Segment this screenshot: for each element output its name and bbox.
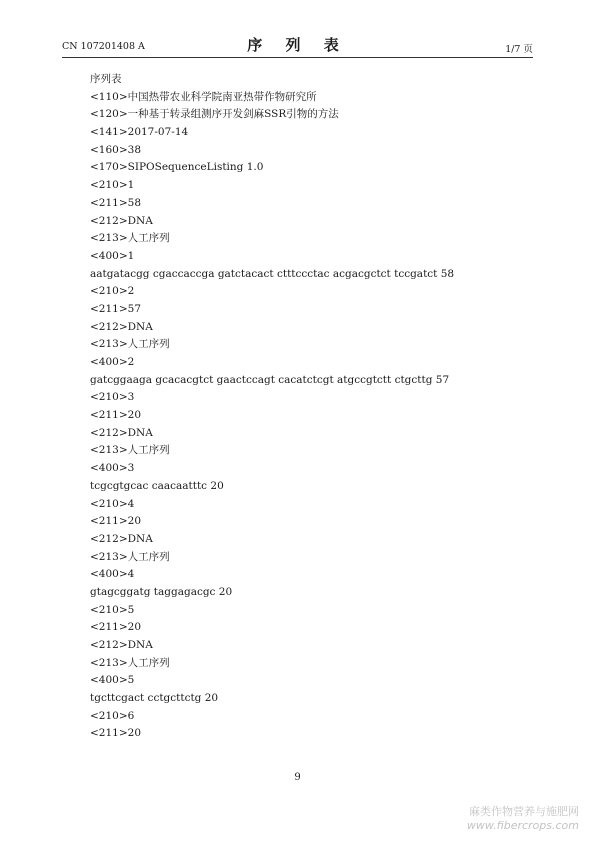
sequence-line: <212>DNA bbox=[90, 214, 153, 227]
sequence-line: <213>人工序列 bbox=[90, 338, 170, 351]
header-divider bbox=[62, 57, 533, 58]
page-header bbox=[62, 34, 533, 56]
sequence-listing bbox=[90, 71, 550, 743]
sequence-line: <400>5 bbox=[90, 674, 135, 687]
sequence-line: <210>4 bbox=[90, 497, 135, 510]
page-title: 序 列 表 bbox=[247, 36, 348, 54]
sequence-line: <211>20 bbox=[90, 727, 141, 740]
sequence-line: <211>57 bbox=[90, 302, 141, 315]
sequence-line: <120>一种基于转录组测序开发剑麻SSR引物的方法 bbox=[90, 108, 339, 121]
sequence-line: <210>2 bbox=[90, 285, 135, 298]
sequence-line: <170>SIPOSequenceListing 1.0 bbox=[90, 161, 264, 174]
page-number: 9 bbox=[294, 772, 301, 783]
sequence-line: <210>3 bbox=[90, 391, 135, 404]
sequence-line: <213>人工序列 bbox=[90, 444, 170, 457]
sequence-line: <400>4 bbox=[90, 568, 135, 581]
page-indicator: 1/7 页 bbox=[505, 44, 533, 55]
sequence-line: <141>2017-07-14 bbox=[90, 126, 189, 139]
sequence-line: tcgcgtgcac caacaatttc 20 bbox=[90, 479, 224, 492]
sequence-line: gtagcggatg taggagacgc 20 bbox=[90, 585, 233, 598]
sequence-line: <210>6 bbox=[90, 709, 135, 722]
sequence-line: <210>1 bbox=[90, 179, 135, 192]
publication-number: CN 107201408 A bbox=[62, 41, 145, 52]
sequence-line: <110>中国热带农业科学院南亚热带作物研究所 bbox=[90, 90, 317, 103]
sequence-line: aatgatacgg cgaccaccga gatctacact ctttccctac acgacgctct tccgatct 58 bbox=[90, 267, 455, 280]
sequence-line: <212>DNA bbox=[90, 426, 153, 439]
sequence-line: <210>5 bbox=[90, 603, 135, 616]
site-watermark bbox=[467, 805, 579, 833]
sequence-line: tgcttcgact cctgcttctg 20 bbox=[90, 692, 219, 705]
watermark-url: www.fibercrops.com bbox=[466, 819, 579, 832]
sequence-line: <400>2 bbox=[90, 356, 135, 368]
sequence-line: 序列表 bbox=[90, 73, 122, 85]
watermark-site-name: 麻类作物营养与施肥网 bbox=[469, 805, 579, 818]
sequence-line: <160>38 bbox=[90, 143, 141, 156]
sequence-line: <211>58 bbox=[90, 196, 141, 209]
sequence-line: <212>DNA bbox=[90, 532, 153, 545]
sequence-line: <213>人工序列 bbox=[90, 656, 170, 669]
sequence-line: gatcggaaga gcacacgtct gaactccagt cacatctcgt atgccgtctt ctgcttg 57 bbox=[90, 373, 450, 386]
sequence-line: <213>人工序列 bbox=[90, 550, 170, 563]
sequence-line: <211>20 bbox=[90, 621, 141, 634]
sequence-line: <400>1 bbox=[90, 249, 135, 262]
sequence-line: <212>DNA bbox=[90, 320, 153, 333]
sequence-line: <212>DNA bbox=[90, 639, 153, 651]
sequence-line: <213>人工序列 bbox=[90, 232, 170, 245]
sequence-line: <400>3 bbox=[90, 462, 135, 475]
sequence-line: <211>20 bbox=[90, 515, 141, 528]
sequence-line: <211>20 bbox=[90, 409, 141, 422]
